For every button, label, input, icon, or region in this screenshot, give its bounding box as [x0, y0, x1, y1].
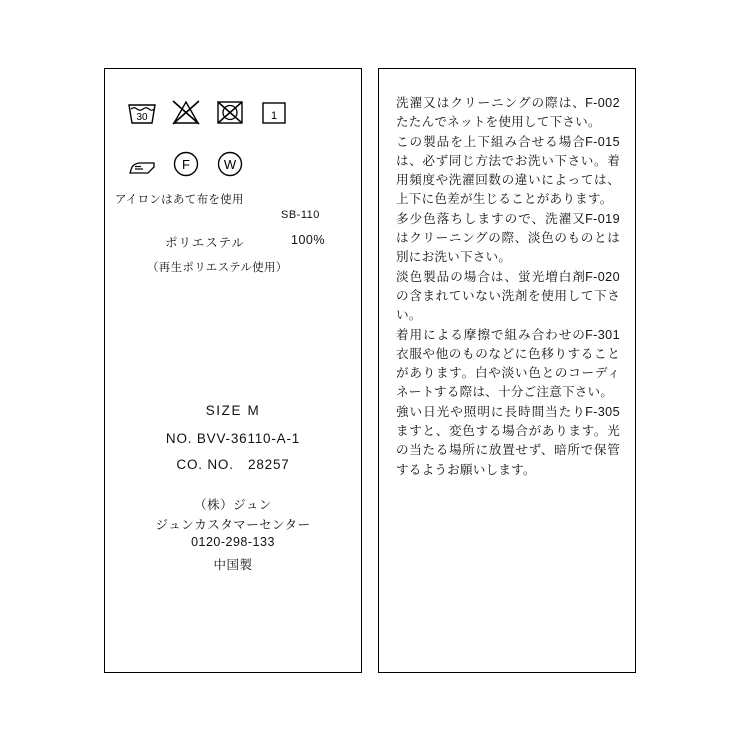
care-symbol-row-top	[127, 97, 289, 127]
sb-code-text: SB-110	[281, 209, 320, 221]
care-paragraph	[396, 133, 620, 210]
wash-30-symbol	[127, 97, 157, 127]
svg-text:F: F	[182, 157, 190, 172]
brand-name-text: （株）ジュン	[194, 498, 272, 512]
care-code: F-019	[585, 211, 620, 226]
care-text: 多少色落ちしますので、洗濯又はクリーニングの際、淡色のものとは別にお洗い下さい。	[396, 211, 620, 265]
svg-text:W: W	[223, 157, 237, 172]
care-paragraph	[396, 403, 620, 480]
phone-number-text: 0120-298-133	[191, 535, 275, 549]
care-instructions-body	[396, 94, 620, 480]
care-paragraph	[396, 210, 620, 268]
care-text: 淡色製品の場合は、蛍光増白剤の含まれていない洗剤を使用して下さい。	[396, 269, 620, 323]
right-care-label-card	[378, 68, 636, 673]
left-care-label-card	[104, 68, 362, 673]
care-text: 着用による摩擦で組み合わせの衣服や他のものなどに色移りすることがあります。白や淡い色とのコーディネートする際は、十分ご注意下さい。	[396, 327, 620, 400]
material-name-text: ポリエステル	[165, 236, 245, 250]
dry-flat-in-shade-symbol	[127, 149, 157, 179]
care-code: F-015	[585, 134, 620, 149]
care-paragraph	[396, 326, 620, 403]
company-number-text: CO. NO. 28257	[176, 457, 290, 472]
customer-center-text: ジュンカスタマーセンター	[155, 518, 311, 532]
dry-clean-f-symbol	[171, 149, 201, 179]
made-in-text: 中国製	[213, 558, 253, 572]
care-text: 洗濯又はクリーニングの際は、たたんでネットを使用して下さい。	[396, 96, 601, 130]
care-code: F-020	[585, 269, 620, 284]
care-text: 強い日光や照明に長時間当たりますと、変色する場合があります。光の当たる場所に放置せず、暗所で保管するようお願いします。	[396, 404, 620, 477]
size-text: SIZE M	[205, 403, 261, 418]
do-not-bleach-symbol	[171, 97, 201, 127]
product-number-text: NO. BVV-36110-A-1	[165, 431, 301, 446]
care-code: F-301	[585, 327, 620, 342]
care-code: F-305	[585, 404, 620, 419]
care-symbol-row-bottom	[127, 149, 245, 179]
iron-note-text: アイロンはあて布を使用	[115, 194, 244, 206]
iron-low-one-dot-symbol	[259, 97, 289, 127]
material-percent-text: 100%	[291, 233, 325, 247]
wet-clean-w-symbol	[215, 149, 245, 179]
svg-text:1: 1	[270, 110, 278, 122]
care-paragraph	[396, 94, 620, 133]
do-not-tumble-dry-symbol	[215, 97, 245, 127]
care-paragraph	[396, 268, 620, 326]
care-code: F-002	[585, 96, 620, 110]
svg-text:30: 30	[136, 112, 148, 123]
recycled-material-note: （再生ポリエステル使用）	[147, 262, 288, 274]
care-text: この製品を上下組み合せる場合は、必ず同じ方法でお洗い下さい。着用頻度や洗濯回数の違いによっては、上下に色差が生じることがあります。	[396, 134, 620, 207]
